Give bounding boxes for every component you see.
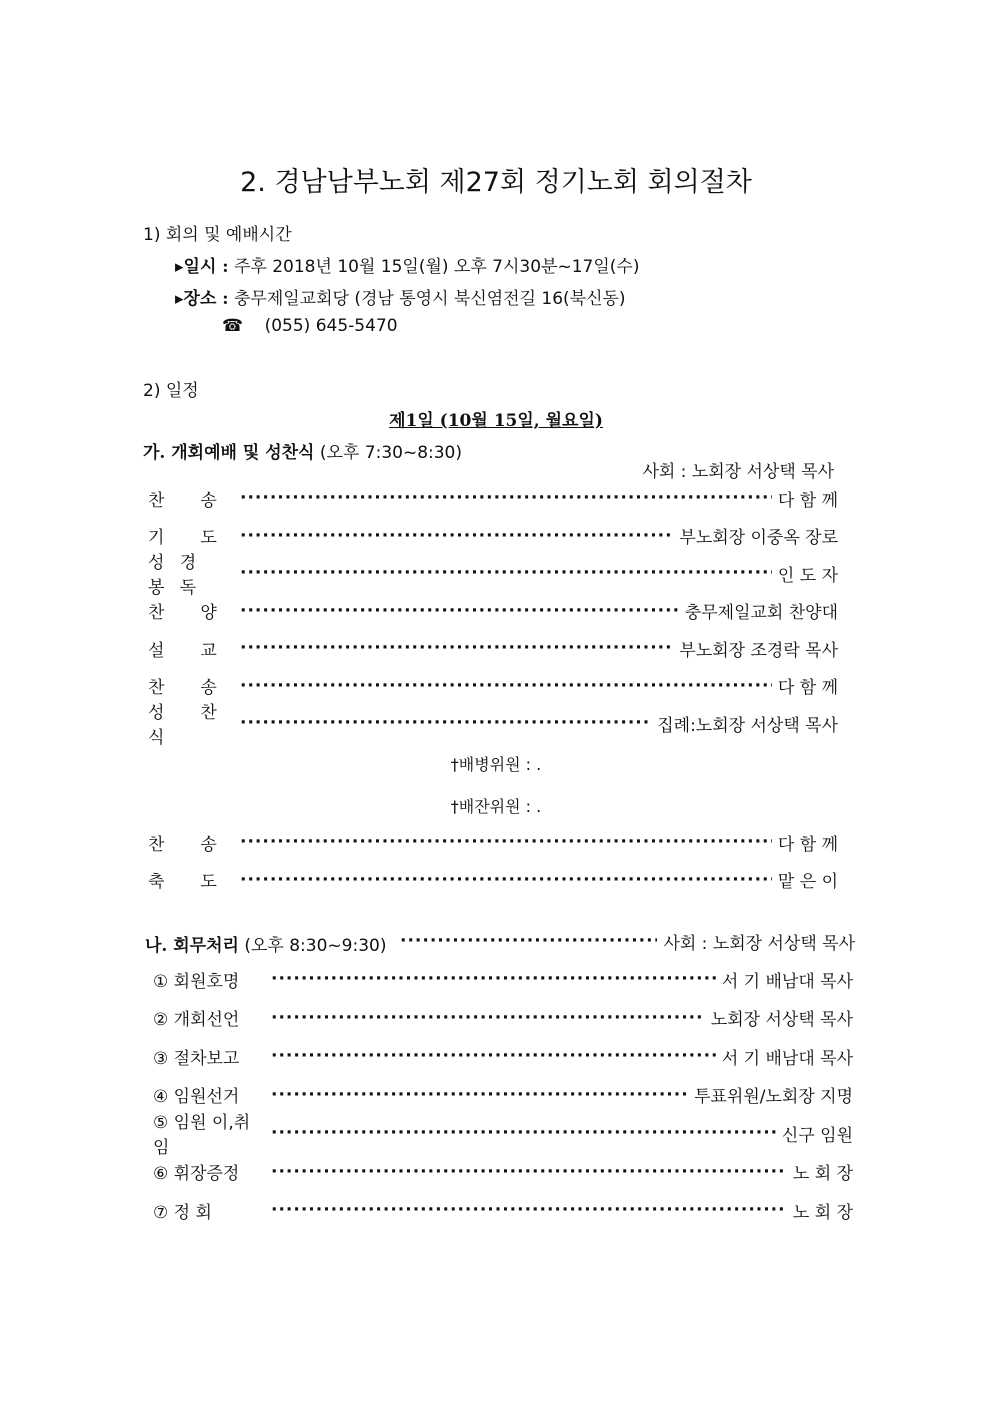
leader-dots <box>240 832 772 852</box>
schedule-row <box>148 599 838 623</box>
phone-icon: ☎ <box>222 316 244 336</box>
schedule-value: 다 함 께 <box>777 490 838 511</box>
page-title: 2. 경남남부노회 제27회 정기노회 회의절차 <box>240 167 752 198</box>
schedule-value: 서 기 배남대 목사 <box>721 971 853 992</box>
schedule-row <box>148 674 838 698</box>
schedule-row <box>153 967 853 991</box>
leader-dots <box>400 931 657 951</box>
schedule-value: 인 도 자 <box>777 565 838 586</box>
schedule-row <box>148 703 838 748</box>
schedule-row <box>153 1083 853 1107</box>
date-line <box>175 252 639 277</box>
worship-heading-time: (오후 7:30~8:30) <box>319 443 462 463</box>
phone-number: (055) 645-5470 <box>264 316 398 336</box>
schedule-label: 찬 양 <box>148 603 233 623</box>
schedule-label: ⑥ 휘장증정 <box>153 1164 240 1184</box>
schedule-label: ③ 절차보고 <box>153 1048 240 1069</box>
place-value: 충무제일교회당 (경남 통영시 북신염전길 16(북신동) <box>233 289 626 309</box>
schedule-row <box>148 553 838 598</box>
schedule-value: 투표위원/노회장 지명 <box>694 1087 853 1107</box>
business-presider-row <box>400 929 855 953</box>
schedule-row <box>148 636 838 660</box>
schedule-value: 충무제일교회 찬양대 <box>684 603 838 623</box>
schedule-label: ① 회원호명 <box>153 971 240 992</box>
schedule-label: 성경봉독 <box>148 553 212 598</box>
leader-dots <box>240 563 772 583</box>
schedule-row <box>148 868 838 892</box>
section2-heading: 2) 일정 <box>143 381 199 401</box>
date-label: ▸일시 : <box>175 257 229 277</box>
schedule-value: 노회장 서상택 목사 <box>710 1010 853 1030</box>
business-presider: 사회 : 노회장 서상택 목사 <box>663 933 855 954</box>
worship-heading <box>143 438 462 463</box>
leader-dots <box>271 1085 688 1105</box>
leader-dots <box>271 1046 716 1066</box>
schedule-value: 부노회장 조경락 목사 <box>679 640 838 661</box>
schedule-label: 찬 송 <box>148 490 233 511</box>
schedule-label: ⑦ 정 회 <box>153 1202 212 1223</box>
schedule-label: 찬 송 <box>148 834 233 855</box>
worship-heading-title: 가. 개회예배 및 성찬식 <box>143 443 315 463</box>
leader-dots <box>240 870 772 890</box>
leader-dots <box>271 1200 787 1220</box>
leader-dots <box>240 713 651 733</box>
business-heading-title: 나. 회무처리 <box>145 936 239 956</box>
schedule-row <box>153 1198 853 1222</box>
schedule-value: 다 함 께 <box>777 678 838 698</box>
schedule-row <box>148 524 838 548</box>
schedule-row <box>153 1113 853 1158</box>
schedule-value: 서 기 배남대 목사 <box>721 1048 853 1069</box>
schedule-label: 기 도 <box>148 528 233 548</box>
cup-committee: †배잔위원 : . <box>450 797 542 816</box>
schedule-label: 설 교 <box>148 640 233 661</box>
leader-dots <box>240 601 679 621</box>
section1-heading: 1) 회의 및 예배시간 <box>143 225 292 245</box>
schedule-label: ④ 임원선거 <box>153 1087 240 1107</box>
schedule-value: 다 함 께 <box>777 834 838 855</box>
schedule-value: 노 회 장 <box>792 1202 853 1223</box>
schedule-value: 부노회장 이중옥 장로 <box>679 528 838 548</box>
date-value: 주후 2018년 10월 15일(월) 오후 7시30분~17일(수) <box>233 257 640 277</box>
bread-committee: †배병위원 : . <box>450 755 542 774</box>
day1-heading: 제1일 (10월 15일, 월요일) <box>389 411 603 431</box>
leader-dots <box>240 676 772 696</box>
leader-dots <box>240 526 673 546</box>
schedule-label: ⑤ 임원 이,취임 <box>153 1113 251 1158</box>
schedule-label: 성 찬 식 <box>148 703 233 748</box>
schedule-value: 노 회 장 <box>792 1164 853 1184</box>
schedule-value: 신구 임원 <box>781 1125 853 1146</box>
leader-dots <box>271 1162 787 1182</box>
worship-presider: 사회 : 노회장 서상택 목사 <box>642 462 834 482</box>
leader-dots <box>271 1123 776 1143</box>
phone-line <box>222 316 398 336</box>
schedule-value: 집례:노회장 서상택 목사 <box>657 715 838 736</box>
leader-dots <box>271 969 716 989</box>
schedule-row <box>153 1160 853 1184</box>
schedule-label: 축 도 <box>148 872 233 892</box>
place-label: ▸장소 : <box>175 289 229 309</box>
place-line <box>175 284 626 309</box>
schedule-row <box>148 830 838 854</box>
leader-dots <box>240 488 772 508</box>
leader-dots <box>271 1008 705 1028</box>
schedule-row <box>153 1006 853 1030</box>
schedule-label: 찬 송 <box>148 678 233 698</box>
schedule-row <box>153 1044 853 1068</box>
schedule-label: ② 개회선언 <box>153 1010 240 1030</box>
schedule-row <box>148 486 838 510</box>
leader-dots <box>240 638 673 658</box>
business-heading-time: (오후 8:30~9:30) <box>244 936 387 956</box>
schedule-value: 맡 은 이 <box>777 872 838 892</box>
business-heading <box>145 931 386 956</box>
